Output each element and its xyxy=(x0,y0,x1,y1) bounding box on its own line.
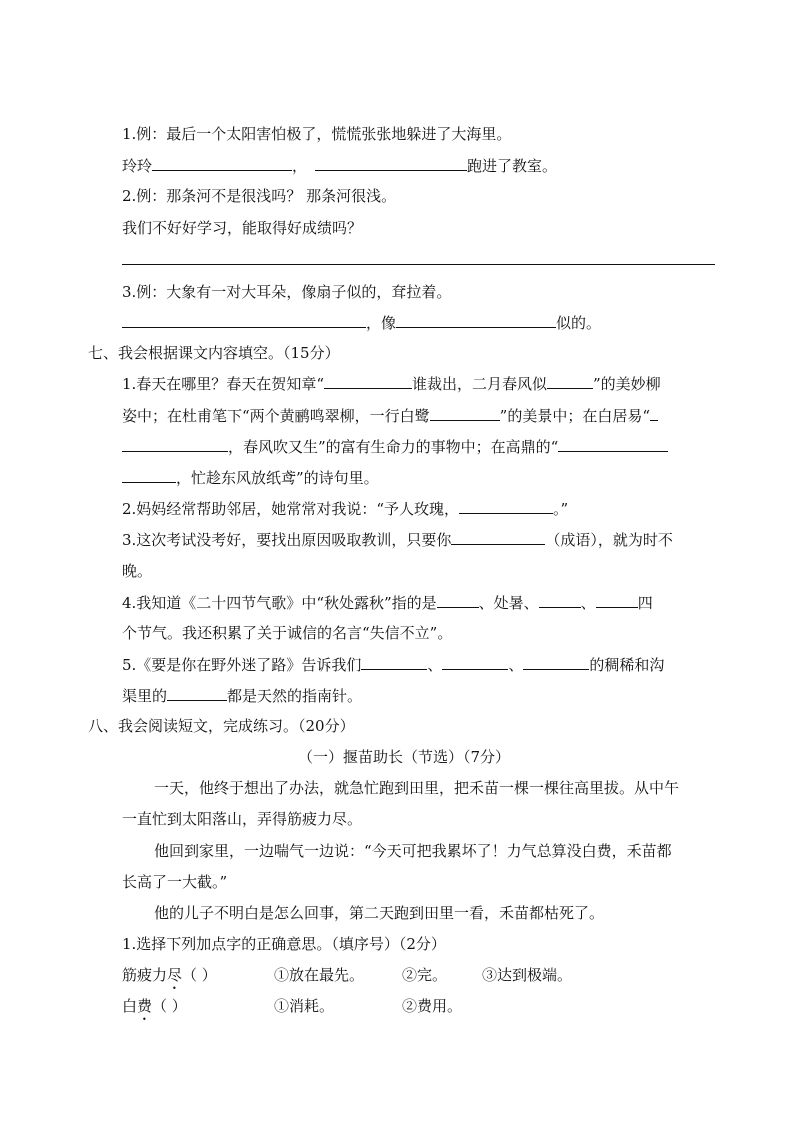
s7-q5-d: 的稠稀和沟 xyxy=(589,656,665,674)
s7-q3-line-2: 晚。 xyxy=(122,562,153,580)
s7-q3-a: 3.这次考试没考好，要找出原因吸取教训，只要你 xyxy=(122,531,452,549)
word1-dotted-char: 尽 xyxy=(167,966,183,984)
s7-q5-line-2 xyxy=(122,685,362,706)
s6-q1-blank-2[interactable] xyxy=(315,155,467,171)
s7-q1-blank-7[interactable] xyxy=(122,467,176,483)
s7-q5-blank-4[interactable] xyxy=(167,685,227,701)
s7-q4-c: 、 xyxy=(580,594,596,612)
s8-paragraph-3: 他的儿子不明白是怎么回事，第二天跑到田里一看，禾苗都枯死了。 xyxy=(154,904,605,922)
s7-q4-d: 四 xyxy=(637,594,653,612)
s7-q4-blank-1[interactable] xyxy=(437,592,479,608)
s7-q1-line-1 xyxy=(122,373,661,394)
s6-q1-fill-line xyxy=(122,155,557,176)
s7-q1-line-3 xyxy=(122,436,668,457)
s7-q2-b: 。” xyxy=(552,500,569,518)
s8-paragraph-2-line-1: 他回到家里，一边喘气一边说：“今天可把我累坏了！力气总算没白费，禾苗都 xyxy=(154,842,672,860)
s7-q1-blank-1[interactable] xyxy=(324,373,412,389)
s8-paragraph-2-line-2: 长高了一大截。” xyxy=(122,873,228,891)
s8-q1-prompt: 1.选择下列加点字的正确意思。（填序号）（2分） xyxy=(122,935,446,953)
s7-q1-b: 谁裁出，二月春风似 xyxy=(411,375,547,393)
s7-q1-line-2 xyxy=(122,405,658,426)
s7-q1-blank-5[interactable] xyxy=(122,436,228,452)
s6-q2-prompt: 我们不好好学习，能取得好成绩吗？ xyxy=(122,219,363,237)
s6-q2-example: 2.例：那条河不是很浅吗？ 那条河很浅。 xyxy=(122,187,397,205)
word2-answer-paren[interactable]: （ ） xyxy=(152,997,187,1015)
s7-q4-b: 、处暑、 xyxy=(478,594,539,612)
s7-q1-g: ，忙趁东风放纸鸢”的诗句里。 xyxy=(176,469,379,487)
s6-q1-blank-1[interactable] xyxy=(152,155,292,171)
word2-pre: 白 xyxy=(122,997,138,1015)
s7-q2-blank[interactable] xyxy=(459,498,553,514)
s6-q1-example: 1.例：最后一个太阳害怕极了，慌慌张张地躲进了大海里。 xyxy=(122,125,512,143)
word1-pre: 筋疲力 xyxy=(122,966,168,984)
word1-option-1: ①放在最先。 xyxy=(274,966,365,984)
s8-passage-title: （一）揠苗助长（节选）（7分） xyxy=(298,748,511,766)
word1-option-3: ③达到极端。 xyxy=(482,966,573,984)
s7-q5-blank-1[interactable] xyxy=(361,654,427,670)
s8-q1-word-1 xyxy=(122,965,217,993)
word1-answer-paren[interactable]: （ ） xyxy=(182,966,217,984)
s7-q1-blank-6[interactable] xyxy=(558,436,668,452)
s6-q3-end: 似的。 xyxy=(556,314,602,332)
s7-q2-line xyxy=(122,498,568,519)
s7-q5-blank-3[interactable] xyxy=(523,654,589,670)
s7-q1-f: ，春风吹又生”的富有生命力的事物中；在高鼎的“ xyxy=(228,438,559,456)
s6-q3-blank-1[interactable] xyxy=(122,312,366,328)
s7-q3-line-1 xyxy=(122,529,673,550)
s7-q1-blank-3[interactable] xyxy=(430,405,500,421)
word2-option-2: ②费用。 xyxy=(402,997,463,1015)
s7-q3-b: （成语），就为时不 xyxy=(545,531,673,549)
s6-q1-end: 跑进了教室。 xyxy=(467,157,558,175)
s7-q1-e: ”的美景中；在白居易“ xyxy=(499,407,651,425)
s7-q4-blank-2[interactable] xyxy=(539,592,581,608)
s8-paragraph-1-line-2: 一直忙到太阳落山，弄得筋疲力尽。 xyxy=(122,810,363,828)
s7-q1-c: ”的美妙柳 xyxy=(593,375,661,393)
word2-dotted-char: 费 xyxy=(137,997,153,1015)
s6-q3-like: ，像 xyxy=(366,314,397,332)
s7-q5-blank-2[interactable] xyxy=(442,654,508,670)
s7-q1-blank-2[interactable] xyxy=(547,373,593,389)
s6-q3-fill-line xyxy=(122,312,601,333)
s7-heading: 七、我会根据课文内容填空。（15分） xyxy=(88,344,340,362)
s7-q4-a: 4.我知道《二十四节气歌》中“秋处露秋”指的是 xyxy=(122,594,437,612)
s6-q3-blank-2[interactable] xyxy=(396,312,556,328)
s7-q1-d: 姿中；在杜甫笔下“两个黄鹂鸣翠柳，一行白鹭 xyxy=(122,407,430,425)
s7-q5-c: 、 xyxy=(508,656,524,674)
s7-q4-blank-3[interactable] xyxy=(596,592,638,608)
s7-q4-line-2: 个节气。我还积累了关于诚信的名言“失信不立”。 xyxy=(122,624,453,642)
s7-q1-blank-4[interactable] xyxy=(650,405,658,421)
s6-q1-comma: ， xyxy=(292,157,308,175)
s7-q5-line-1 xyxy=(122,654,664,675)
s7-q2-a: 2.妈妈经常帮助邻居，她常常对我说：“予人玫瑰， xyxy=(122,500,459,518)
s7-q5-e: 渠里的 xyxy=(122,687,168,705)
word2-option-1: ①消耗。 xyxy=(274,997,335,1015)
s7-q1-line-4 xyxy=(122,467,379,488)
s6-q1-start: 玲玲 xyxy=(122,157,153,175)
s7-q4-line-1 xyxy=(122,592,653,613)
s7-q3-blank[interactable] xyxy=(451,529,545,545)
s6-q2-answer-line[interactable] xyxy=(122,264,715,265)
s7-q5-b: 、 xyxy=(427,656,443,674)
s7-q5-f: 都是天然的指南针。 xyxy=(227,687,363,705)
s8-paragraph-1-line-1: 一天，他终于想出了办法，就急忙跑到田里，把禾苗一棵一棵往高里拔。从中午 xyxy=(154,779,680,797)
word1-option-2: ②完。 xyxy=(402,966,448,984)
s8-q1-word-2 xyxy=(122,996,187,1024)
s7-q5-a: 5.《要是你在野外迷了路》告诉我们 xyxy=(122,656,362,674)
s8-heading: 八、我会阅读短文，完成练习。（20分） xyxy=(88,717,355,735)
s7-q1-a: 1.春天在哪里？春天在贺知章“ xyxy=(122,375,324,393)
s6-q3-example: 3.例：大象有一对大耳朵，像扇子似的，耷拉着。 xyxy=(122,283,452,301)
